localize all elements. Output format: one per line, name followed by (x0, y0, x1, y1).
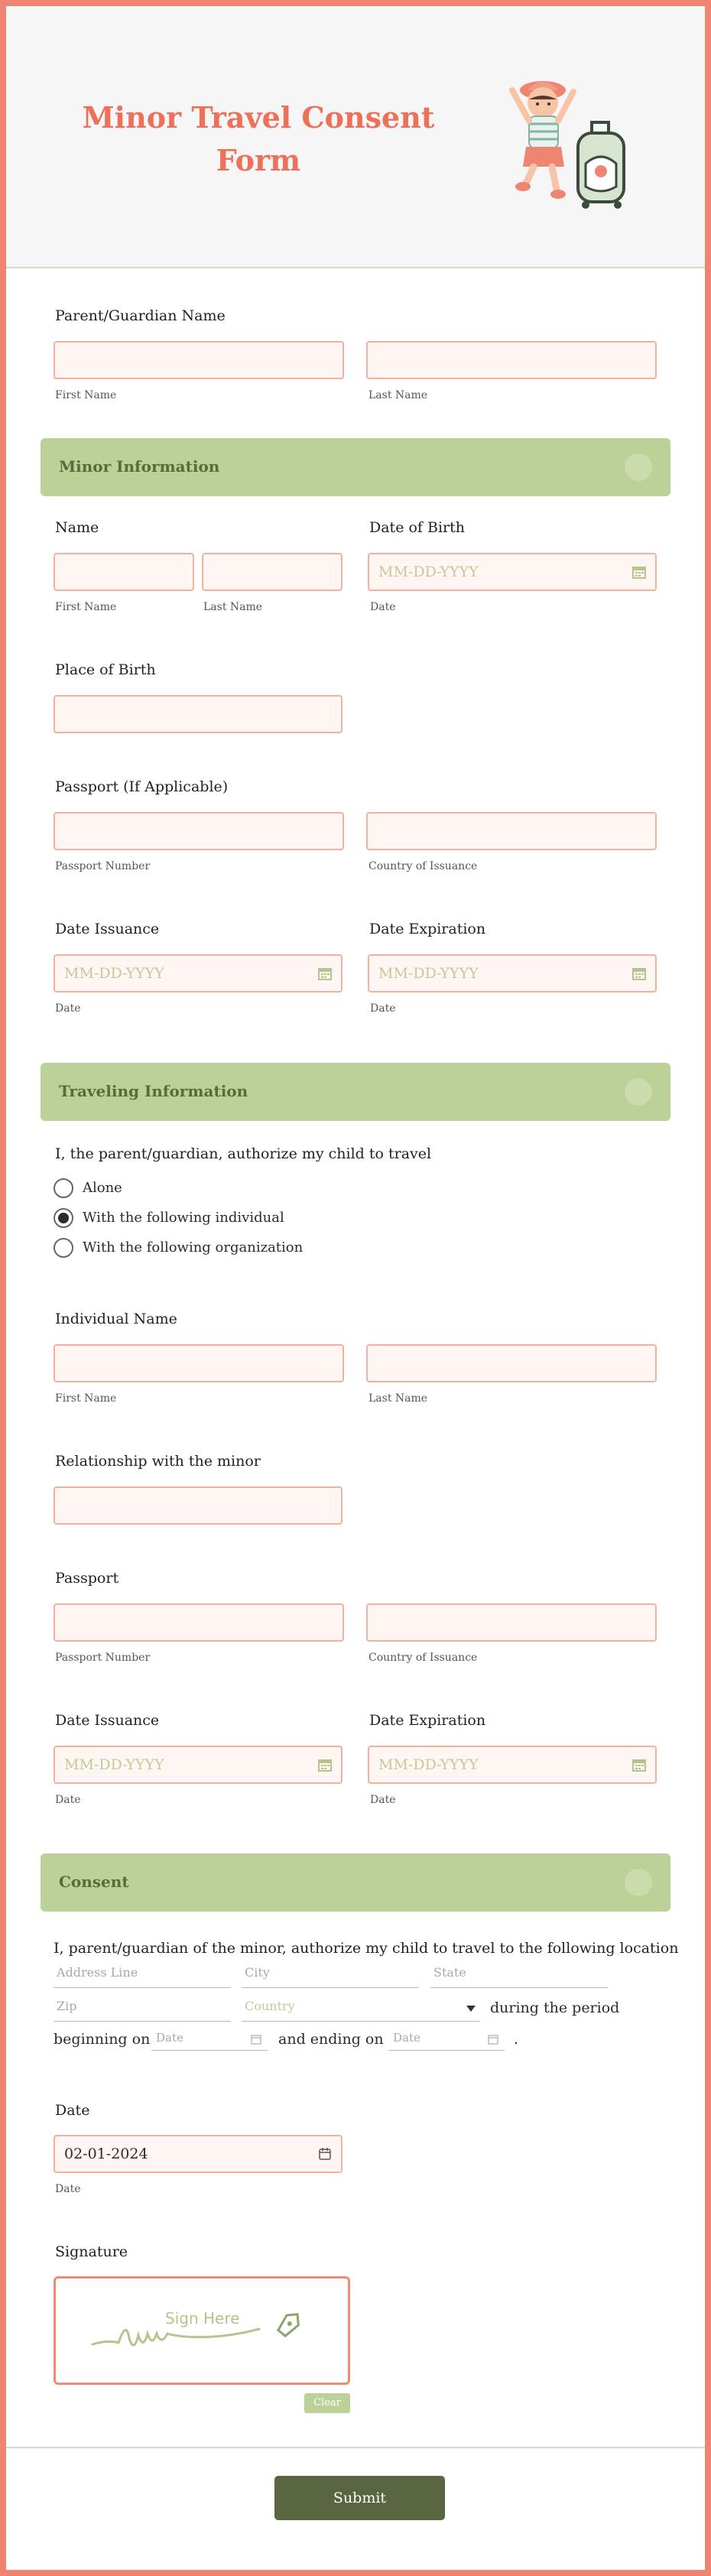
guardian-last-name-sublabel: Last Name (368, 389, 428, 401)
ending-on-text: and ending on (278, 2031, 384, 2048)
authorize-travel-label: I, the parent/guardian, authorize my child to travel (55, 1145, 432, 1162)
radio-label: With the following individual (83, 1210, 284, 1226)
city-placeholder: City (245, 1965, 270, 1980)
begin-date-input[interactable] (151, 2028, 268, 2051)
submit-button[interactable]: Submit (274, 2476, 445, 2520)
date-expiration-label: Date Expiration (369, 921, 486, 937)
calendar-icon[interactable] (632, 1758, 646, 1772)
radio-button[interactable] (54, 1178, 73, 1198)
form-header (6, 6, 705, 268)
date-expiration-sublabel: Date (370, 1002, 396, 1015)
consent-date-input[interactable] (54, 2135, 343, 2173)
country-placeholder: Country (245, 1999, 295, 2013)
individual-first-name-sublabel: First Name (55, 1392, 117, 1405)
period-end-text: . (514, 2031, 519, 2048)
individual-country-sublabel: Country of Issuance (368, 1652, 478, 1664)
consent-statement: I, parent/guardian of the minor, authorize my child to travel to the following location (54, 1940, 679, 1957)
section-title: Minor Information (59, 457, 220, 476)
date-label: Date (55, 2102, 90, 2119)
date-expiration-placeholder: MM-DD-YYYY (378, 1756, 479, 1773)
country-of-issuance-sublabel: Country of Issuance (368, 860, 478, 872)
relationship-input[interactable] (54, 1486, 343, 1525)
guardian-first-name-sublabel: First Name (55, 389, 117, 401)
zip-input[interactable] (54, 1996, 231, 2022)
calendar-icon[interactable] (632, 565, 646, 579)
footer-divider (6, 2447, 705, 2448)
passport-number-sublabel: Passport Number (55, 860, 151, 872)
zip-placeholder: Zip (57, 1999, 77, 2013)
signature-label: Signature (55, 2243, 128, 2260)
child-traveler-illustration (495, 73, 648, 226)
individual-passport-label: Passport (55, 1570, 119, 1587)
date-of-birth-input[interactable] (368, 553, 657, 591)
collapse-icon[interactable] (625, 1869, 652, 1896)
minor-last-name-input[interactable] (202, 553, 343, 591)
beginning-on-text: beginning on (54, 2031, 151, 2048)
date-issuance-input[interactable] (54, 954, 343, 992)
individual-date-issuance-label: Date Issuance (55, 1712, 160, 1729)
individual-last-name-input[interactable] (366, 1344, 657, 1382)
calendar-icon[interactable] (488, 2034, 498, 2045)
section-title: Traveling Information (59, 1082, 248, 1100)
sign-here-placeholder: Sign Here (165, 2309, 240, 2327)
individual-date-issuance-sublabel: Date (55, 1794, 81, 1806)
begin-date-placeholder: Date (156, 2031, 183, 2045)
individual-passport-number-sublabel: Passport Number (55, 1652, 151, 1664)
calendar-icon[interactable] (318, 1758, 332, 1772)
consent-date-value: 02-01-2024 (64, 2146, 148, 2162)
end-date-placeholder: Date (393, 2031, 420, 2045)
minor-information-section-header[interactable] (41, 438, 670, 496)
radio-button-selected[interactable] (54, 1208, 73, 1228)
minor-last-name-sublabel: Last Name (203, 601, 263, 613)
passport-number-input[interactable] (54, 812, 344, 850)
individual-name-label: Individual Name (55, 1311, 177, 1327)
guardian-last-name-input[interactable] (366, 341, 657, 379)
relationship-label: Relationship with the minor (55, 1453, 261, 1470)
individual-date-issuance-input[interactable] (54, 1746, 343, 1784)
date-expiration-placeholder: MM-DD-YYYY (378, 965, 479, 982)
date-issuance-sublabel: Date (55, 1002, 81, 1015)
guardian-first-name-input[interactable] (54, 341, 344, 379)
state-input[interactable] (430, 1962, 608, 1988)
consent-date-sublabel: Date (55, 2183, 81, 2195)
country-of-issuance-input[interactable] (366, 812, 657, 850)
date-issuance-label: Date Issuance (55, 921, 160, 937)
date-issuance-placeholder: MM-DD-YYYY (64, 965, 164, 982)
address-placeholder: Address Line (57, 1965, 138, 1980)
collapse-icon[interactable] (625, 453, 652, 481)
place-of-birth-label: Place of Birth (55, 661, 156, 678)
during-period-text: during the period (490, 1999, 620, 2016)
radio-label: With the following organization (83, 1239, 304, 1256)
individual-country-of-issuance-input[interactable] (366, 1603, 657, 1642)
address-line-input[interactable] (54, 1962, 231, 1988)
guardian-name-label: Parent/Guardian Name (55, 307, 226, 324)
radio-button[interactable] (54, 1238, 73, 1258)
date-issuance-placeholder: MM-DD-YYYY (64, 1756, 164, 1773)
date-of-birth-label: Date of Birth (369, 519, 465, 536)
signature-pad[interactable] (54, 2276, 350, 2385)
calendar-icon[interactable] (251, 2034, 261, 2045)
signature-scribble-icon (89, 2305, 319, 2358)
minor-first-name-sublabel: First Name (55, 601, 117, 613)
date-of-birth-placeholder: MM-DD-YYYY (378, 564, 479, 580)
form-title: Minor Travel Consent Form (82, 100, 435, 177)
consent-section-header[interactable] (41, 1853, 670, 1912)
city-input[interactable] (242, 1962, 419, 1988)
country-select[interactable] (242, 1996, 480, 2022)
place-of-birth-input[interactable] (54, 695, 343, 733)
radio-label: Alone (83, 1180, 122, 1196)
calendar-icon[interactable] (632, 966, 646, 980)
passport-label: Passport (If Applicable) (55, 778, 229, 795)
individual-date-expiration-label: Date Expiration (369, 1712, 486, 1729)
individual-passport-number-input[interactable] (54, 1603, 344, 1642)
calendar-icon[interactable] (318, 966, 332, 980)
date-expiration-input[interactable] (368, 954, 657, 992)
minor-name-label: Name (55, 519, 99, 536)
chevron-down-icon[interactable] (466, 2005, 476, 2012)
collapse-icon[interactable] (625, 1078, 652, 1106)
calendar-icon[interactable] (318, 2147, 332, 2161)
individual-last-name-sublabel: Last Name (368, 1392, 428, 1405)
clear-signature-button[interactable]: Clear (304, 2393, 350, 2413)
section-title: Consent (59, 1873, 129, 1891)
end-date-input[interactable] (388, 2028, 505, 2051)
individual-date-expiration-input[interactable] (368, 1746, 657, 1784)
traveling-information-section-header[interactable] (41, 1063, 670, 1121)
state-placeholder: State (433, 1965, 466, 1980)
individual-first-name-input[interactable] (54, 1344, 344, 1382)
minor-first-name-input[interactable] (54, 553, 194, 591)
individual-date-expiration-sublabel: Date (370, 1794, 396, 1806)
date-of-birth-sublabel: Date (370, 601, 396, 613)
